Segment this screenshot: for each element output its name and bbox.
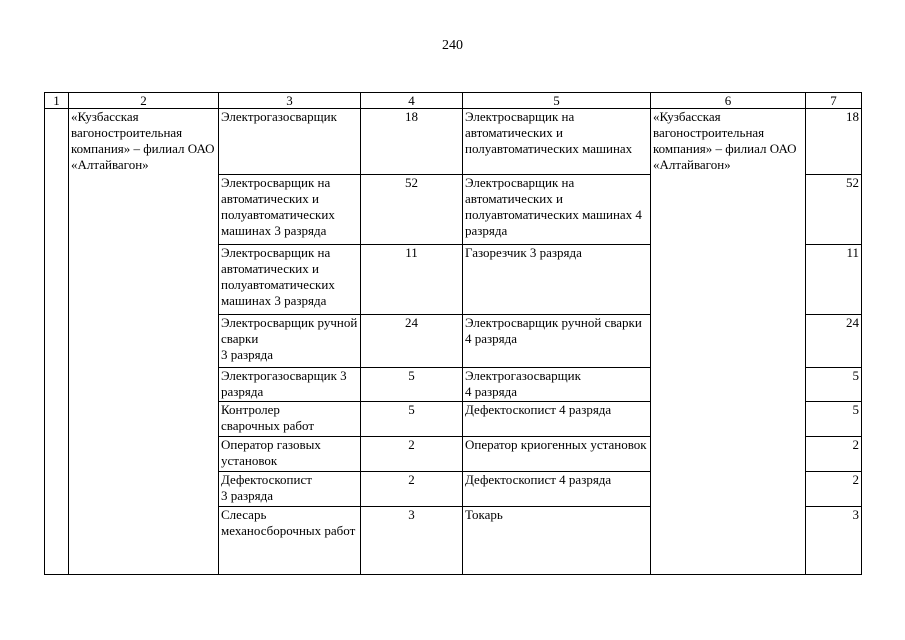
cell-col7: 11 [806, 245, 862, 315]
cell-col7: 2 [806, 472, 862, 507]
cell-col5: Электрогазосварщик 4 разряда [463, 368, 651, 402]
cell-col3: Слесарь механосборочных работ [219, 507, 361, 575]
header-cell: 7 [806, 93, 862, 109]
header-cell: 3 [219, 93, 361, 109]
cell-col5: Дефектоскопист 4 разряда [463, 472, 651, 507]
cell-col5: Токарь [463, 507, 651, 575]
col1-cell [45, 109, 69, 575]
cell-col5: Электросварщик на автоматических и полуавтоматических машинах [463, 109, 651, 175]
cell-col3: Электрогазосварщик [219, 109, 361, 175]
cell-col3: Электросварщик на автоматических и полуавтоматических машинах 3 разряда [219, 175, 361, 245]
cell-col5: Электросварщик на автоматических и полуавтоматических машинах 4 разряда [463, 175, 651, 245]
table-row [45, 109, 862, 175]
cell-col4: 5 [361, 402, 463, 437]
header-cell: 1 [45, 93, 69, 109]
cell-col4: 2 [361, 472, 463, 507]
cell-col3: Дефектоскопист 3 разряда [219, 472, 361, 507]
cell-col4: 11 [361, 245, 463, 315]
company-cell-col2: «Кузбасская вагоностроительная компания» – филиал ОАО «Алтайвагон» [69, 109, 219, 575]
company-cell-col6: «Кузбасская вагоностроительная компания» – филиал ОАО «Алтайвагон» [651, 109, 806, 575]
cell-col3: Электрогазосварщик 3 разряда [219, 368, 361, 402]
cell-col7: 18 [806, 109, 862, 175]
cell-col4: 24 [361, 315, 463, 368]
cell-col3: Электросварщик ручной сварки 3 разряда [219, 315, 361, 368]
cell-col7: 2 [806, 437, 862, 472]
cell-col4: 5 [361, 368, 463, 402]
cell-col7: 5 [806, 402, 862, 437]
cell-col7: 5 [806, 368, 862, 402]
header-cell: 4 [361, 93, 463, 109]
header-cell: 5 [463, 93, 651, 109]
cell-col5: Газорезчик 3 разряда [463, 245, 651, 315]
header-cell: 2 [69, 93, 219, 109]
cell-col7: 52 [806, 175, 862, 245]
header-row [45, 93, 862, 109]
header-cell: 6 [651, 93, 806, 109]
cell-col3: Электросварщик на автоматических и полуавтоматических машинах 3 разряда [219, 245, 361, 315]
cell-col5: Дефектоскопист 4 разряда [463, 402, 651, 437]
document-table [44, 92, 862, 575]
cell-col7: 24 [806, 315, 862, 368]
cell-col5: Оператор криогенных установок [463, 437, 651, 472]
cell-col7: 3 [806, 507, 862, 575]
cell-col4: 3 [361, 507, 463, 575]
cell-col3: Контролер сварочных работ [219, 402, 361, 437]
cell-col3: Оператор газовых установок [219, 437, 361, 472]
page-number: 240 [442, 38, 463, 53]
cell-col4: 2 [361, 437, 463, 472]
cell-col4: 18 [361, 109, 463, 175]
cell-col4: 52 [361, 175, 463, 245]
cell-col5: Электросварщик ручной сварки 4 разряда [463, 315, 651, 368]
